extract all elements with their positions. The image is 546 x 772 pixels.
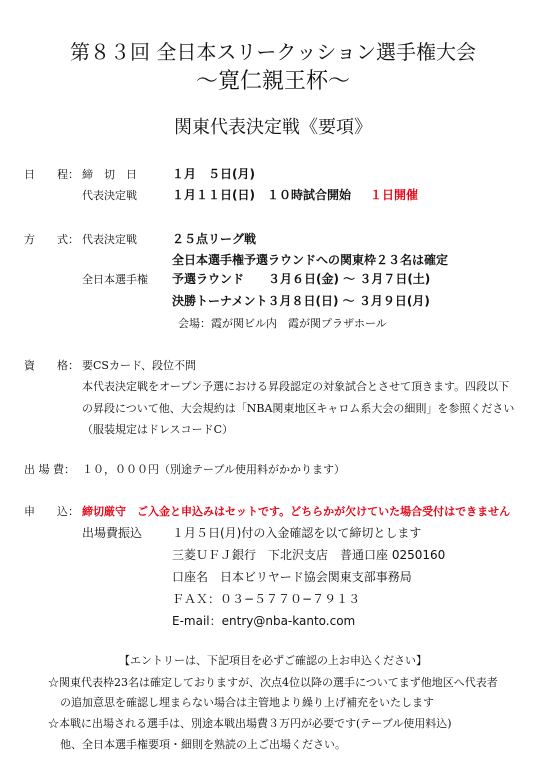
deadline-strict-notice: 締切厳守 ご入金と申込みはセットです。どちらかが欠けていた場合受付はできません <box>82 505 511 518</box>
final-tournament: 決勝トーナメント３月８日(日) 〜 ３月９日(月) <box>172 294 430 308</box>
schedule-label: 日 程： <box>24 168 79 181</box>
fee-value: １０，０００円（別途テーブル使用料がかかります） <box>82 463 346 476</box>
eligibility-line-3: の昇段について他、大会規約は「NBA関東地区キャロム系大会の細則」を参照ください <box>82 402 515 415</box>
fax-number: ＦＡＸ：０３−５７７０−７９１３ <box>172 592 361 606</box>
fee-label: 出 場 費： <box>24 463 75 476</box>
note-line-3: ☆本戦に出場される選手は、別途本戦出場費３万円が必要です(テーブル使用料込) <box>48 717 452 730</box>
eligibility-line-1: 要CSカード、段位不問 <box>82 359 196 372</box>
decision-value: １月１１日(日) １０時試合開始 <box>172 188 351 202</box>
page-title: 第８３回 全日本スリークッション選手権大会 <box>70 40 476 64</box>
format-label: 方 式： <box>24 233 79 246</box>
note-line-2: の追加意思を確認し埋まらない場合は主管地より繰り上げ補充をいたします <box>60 696 434 709</box>
page-subtitle: 〜寛仁親王杯〜 <box>195 69 350 94</box>
format-decision-label: 代表決定戦 <box>82 233 137 246</box>
format-decision-value: ２５点リーグ戦 <box>172 232 257 246</box>
prelim-round: 予選ラウンド ３月６日(金) 〜 ３月７日(土) <box>172 272 431 286</box>
note-line-1: ☆関東代表枠23名は確定しておりますが、次点4位以降の選手についてまず他地区へ代表者 <box>48 676 498 689</box>
transfer-value: １月５日(月)付の入金確認を以て締切とします <box>172 526 422 540</box>
venue-text: 会場：霞が関ビル内 霞が関プラザホール <box>178 317 387 330</box>
bank-info: 三菱ＵＦＪ銀行 下北沢支店 普通口座 0250160 <box>172 548 446 562</box>
deadline-label: 締 切 日 <box>82 168 137 181</box>
eligibility-line-2: 本代表決定戦をオープン予選における昇段認定の対象試合とさせて頂きます。四段以下 <box>82 380 510 393</box>
eligibility-line-4: （服装規定はドレスコードC） <box>82 423 234 436</box>
quota-text: 全日本選手権予選ラウンドへの関東枠２３名は確定 <box>172 253 449 267</box>
transfer-label: 出場費振込 <box>82 526 143 540</box>
japan-championship-label: 全日本選手権 <box>82 273 148 286</box>
note-line-4: 他、全日本選手権要項・細則を熟読の上ご出場ください。 <box>60 738 346 751</box>
decision-note: １日開催 <box>370 188 419 202</box>
email-address[interactable]: E-mail：entry@nba-kanto.com <box>172 614 356 628</box>
eligibility-label: 資 格： <box>24 359 79 372</box>
account-name: 口座名 日本ビリヤード協会関東支部事務局 <box>172 570 412 584</box>
entry-notes-header: 【エントリーは、下記項目を必ずご確認の上お申込ください】 <box>119 654 427 667</box>
deadline-value: １月 ５日(月) <box>172 167 255 181</box>
application-label: 申 込： <box>24 505 79 518</box>
section-title: 関東代表決定戦《要項》 <box>174 117 372 138</box>
decision-label: 代表決定戦 <box>82 189 137 202</box>
